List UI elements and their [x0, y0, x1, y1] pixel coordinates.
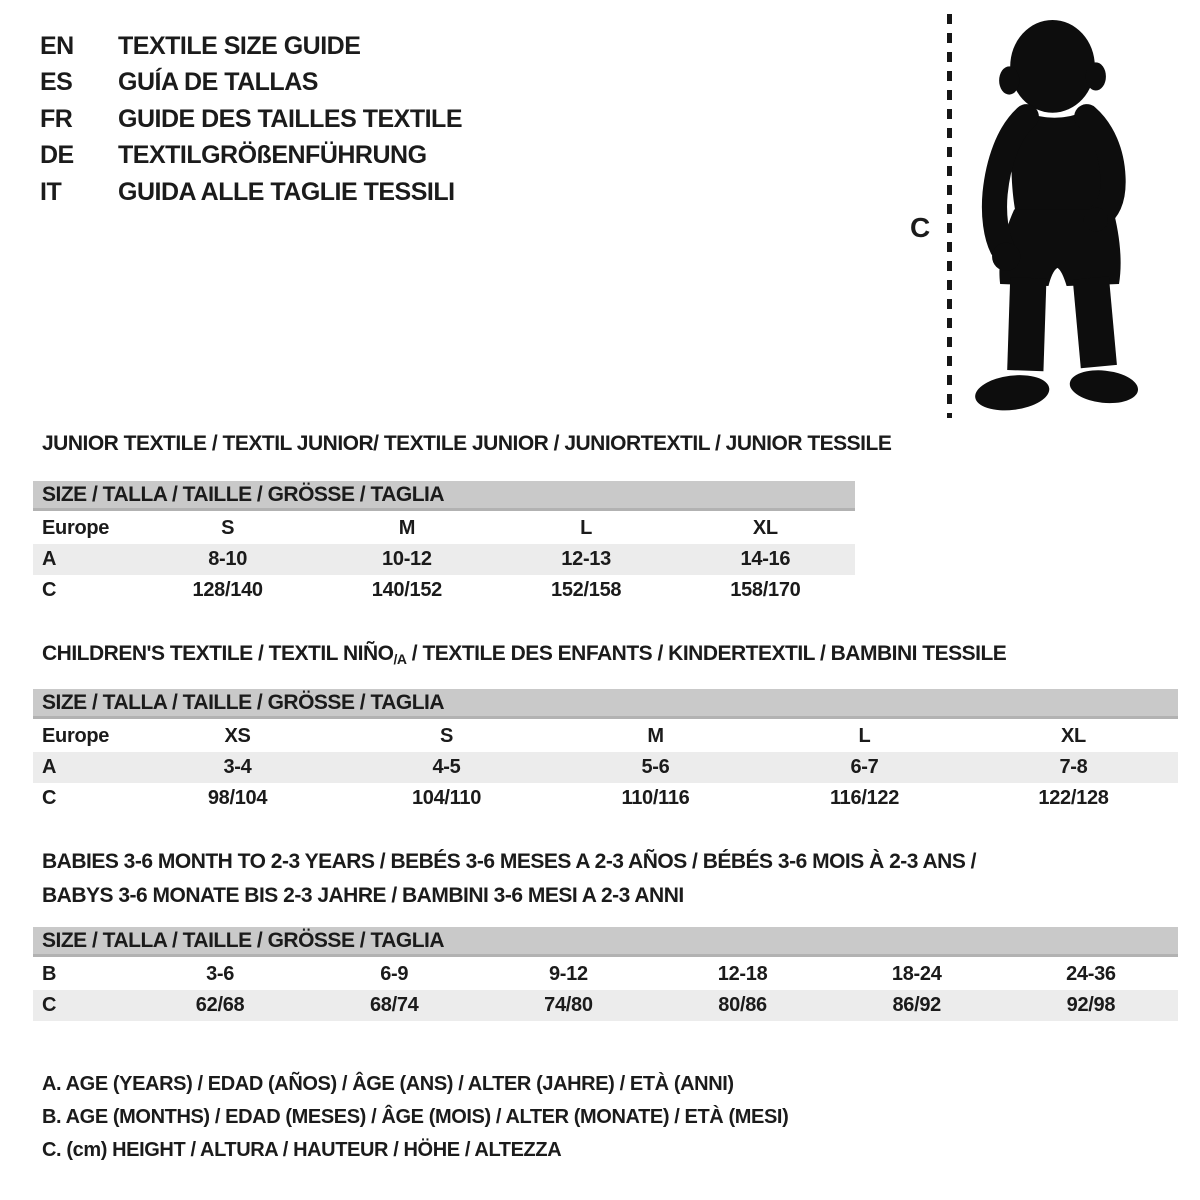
table-cell: 6-9: [380, 963, 409, 985]
row-label: C: [42, 787, 57, 809]
guide-title-es: GUÍA DE TALLAS: [118, 68, 318, 97]
footnote-legend: [42, 1068, 788, 1167]
row-label: B: [42, 963, 57, 985]
table-row-height: [33, 990, 1178, 1021]
guide-title-it: GUIDA ALLE TAGLIE TESSILI: [118, 177, 455, 206]
table-cell: 128/140: [192, 579, 263, 601]
table-cell: M: [398, 517, 416, 539]
table-cell: 68/74: [369, 994, 419, 1016]
table-row-europe: [33, 721, 1178, 752]
table-cell: 7-8: [1059, 756, 1088, 778]
table-cell: 5-6: [641, 756, 670, 778]
language-code: EN: [40, 31, 74, 60]
section-title-children-sub: /A: [393, 651, 407, 667]
table-cell: 24-36: [1066, 963, 1116, 985]
size-header-band: SIZE / TALLA / TAILLE / GRÖSSE / TAGLIA: [33, 481, 855, 511]
table-cell: 12-13: [561, 548, 611, 570]
table-cell: L: [858, 725, 871, 747]
section-title-children: [42, 642, 1006, 667]
table-row-age: [33, 544, 855, 575]
table-cell: 86/92: [892, 994, 942, 1016]
babies-size-table: [33, 927, 1178, 1021]
table-cell: XL: [752, 517, 778, 539]
table-cell: 152/158: [551, 579, 622, 601]
table-cell: 9-12: [548, 963, 588, 985]
language-code: IT: [40, 177, 62, 206]
table-cell: 92/98: [1066, 994, 1116, 1016]
table-cell: M: [647, 725, 664, 747]
table-row-age: [33, 752, 1178, 783]
table-cell: 110/116: [621, 787, 690, 809]
table-cell: S: [221, 517, 235, 539]
language-row-es: [40, 65, 462, 102]
language-row-en: [40, 28, 462, 65]
section-title-babies-line1: BABIES 3-6 MONTH TO 2-3 YEARS / BEBÉS 3-6 MESES A 2-3 AÑOS / BÉBÉS 3-6 MOIS À 2-3 ANS /: [42, 850, 977, 873]
height-dashed-line: [947, 14, 952, 418]
language-title-list: [40, 28, 462, 211]
row-label: A: [42, 548, 57, 570]
table-row-europe: [33, 513, 855, 544]
section-title-babies-line2: BABYS 3-6 MONATE BIS 2-3 JAHRE / BAMBINI 3-6 MESI A 2-3 ANNI: [42, 884, 684, 907]
table-cell: 62/68: [195, 994, 245, 1016]
table-row-height: [33, 783, 1178, 814]
children-size-table: [33, 689, 1178, 814]
table-cell: L: [580, 517, 593, 539]
row-label: Europe: [42, 725, 110, 747]
section-title-junior: JUNIOR TEXTILE / TEXTIL JUNIOR/ TEXTILE JUNIOR / JUNIORTEXTIL / JUNIOR TESSILE: [42, 432, 892, 455]
language-code: FR: [40, 104, 73, 133]
table-cell: 6-7: [850, 756, 879, 778]
height-measure-label: C: [910, 212, 931, 243]
language-row-fr: [40, 101, 462, 138]
table-row-height: [33, 575, 855, 606]
table-cell: 14-16: [740, 548, 791, 570]
table-cell: 122/128: [1038, 787, 1109, 809]
language-row-de: [40, 138, 462, 175]
table-cell: 80/86: [718, 994, 767, 1016]
size-header-band: SIZE / TALLA / TAILLE / GRÖSSE / TAGLIA: [33, 927, 1178, 957]
table-cell: 8-10: [208, 548, 248, 570]
language-code: DE: [40, 141, 74, 170]
table-row-months: [33, 959, 1178, 990]
table-cell: XL: [1061, 725, 1086, 747]
footnote-age-years: A. AGE (YEARS) / EDAD (AÑOS) / ÂGE (ANS) / ALTER (JAHRE) / ETÀ (ANNI): [42, 1073, 734, 1095]
table-cell: XS: [224, 725, 251, 747]
guide-title-fr: GUIDE DES TAILLES TEXTILE: [118, 104, 463, 133]
section-title-children-post: / TEXTILE DES ENFANTS / KINDERTEXTIL / BAMBINI TESSILE: [406, 642, 1007, 665]
junior-size-table: [33, 481, 855, 606]
language-row-it: [40, 174, 462, 211]
language-code: ES: [40, 68, 73, 97]
table-cell: S: [439, 725, 454, 747]
table-cell: 104/110: [411, 787, 482, 809]
footnote-age-months: B. AGE (MONTHS) / EDAD (MESES) / ÂGE (MOIS) / ALTER (MONATE) / ETÀ (MESI): [42, 1106, 789, 1128]
section-title-children-pre: CHILDREN'S TEXTILE / TEXTIL NIÑO: [42, 642, 394, 665]
row-label: C: [42, 994, 57, 1016]
table-cell: 3-4: [223, 756, 252, 778]
table-cell: 98/104: [207, 787, 268, 809]
row-label: C: [42, 579, 57, 601]
table-cell: 12-18: [717, 963, 768, 985]
table-cell: 18-24: [891, 963, 942, 985]
table-cell: 74/80: [544, 994, 593, 1016]
table-cell: 116/122: [829, 787, 900, 809]
table-cell: 4-5: [432, 756, 461, 778]
table-cell: 140/152: [371, 579, 442, 601]
size-header-band: SIZE / TALLA / TAILLE / GRÖSSE / TAGLIA: [33, 689, 1178, 719]
row-label: Europe: [42, 517, 110, 539]
footnote-height-cm: C. (cm) HEIGHT / ALTURA / HAUTEUR / HÖHE / ALTEZZA: [42, 1139, 562, 1161]
table-cell: 3-6: [206, 963, 235, 985]
table-cell: 10-12: [382, 548, 432, 570]
table-cell: 158/170: [730, 579, 801, 601]
toddler-silhouette-icon: [960, 16, 1140, 424]
guide-title-en: TEXTILE SIZE GUIDE: [118, 31, 361, 60]
row-label: A: [42, 756, 57, 778]
guide-title-de: TEXTILGRÖßENFÜHRUNG: [118, 141, 427, 170]
section-title-babies: [42, 845, 976, 913]
